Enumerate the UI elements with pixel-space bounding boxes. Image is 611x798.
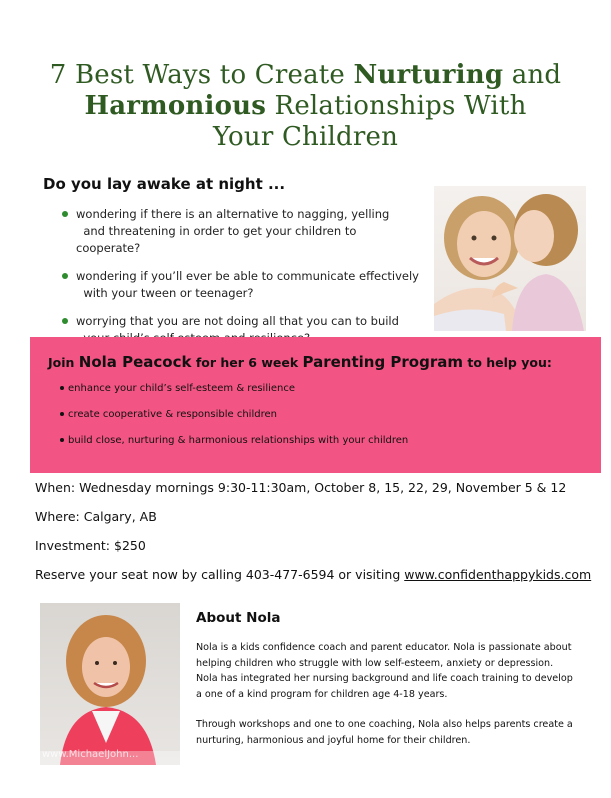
where-line: Where: Calgary, AB bbox=[35, 509, 157, 524]
bullet-dot-icon bbox=[62, 318, 68, 324]
nola-portrait-photo bbox=[40, 603, 180, 765]
page-title: 7 Best Ways to Create Nurturing and Harmonious Relationships With Your Children bbox=[49, 60, 562, 152]
about-title: About Nola bbox=[196, 610, 281, 626]
program-heading: Join Nola Peacock for her 6 week Parenting Program to help you: bbox=[48, 353, 552, 371]
intro-bullet-list bbox=[62, 206, 422, 358]
photo-watermark: www.MichaelJohn... bbox=[42, 749, 139, 760]
website-link[interactable]: www.confidenthappykids.com bbox=[404, 567, 592, 582]
program-benefit-list bbox=[60, 383, 408, 461]
list-item: build close, nurturing & harmonious relationships with your children bbox=[60, 435, 408, 461]
bullet-dot-icon bbox=[60, 412, 64, 416]
list-item: enhance your child’s self-esteem & resilience bbox=[60, 383, 408, 409]
intro-question: Do you lay awake at night ... bbox=[43, 175, 286, 193]
when-line: When: Wednesday mornings 9:30-11:30am, October 8, 15, 22, 29, November 5 & 12 bbox=[35, 480, 567, 495]
list-item: wondering if there is an alternative to nagging, yelling and threatening in order to get your children to cooperate? bbox=[62, 206, 422, 257]
list-item: create cooperative & responsible children bbox=[60, 409, 408, 435]
bullet-dot-icon bbox=[62, 273, 68, 279]
list-item: wondering if you’ll ever be able to communicate effectively with your tween or teenager? bbox=[62, 268, 422, 302]
program-banner bbox=[30, 337, 601, 473]
reserve-line bbox=[35, 567, 591, 582]
investment-line: Investment: $250 bbox=[35, 538, 146, 553]
list-item: worrying that you are not doing all that you can to build bbox=[62, 313, 422, 347]
about-paragraph-1: Nola is a kids confidence coach and parent educator. Nola is passionate about helping children who struggle with low self-esteem, anxiety or depression. Nola has integrated her nursing background and life coach training to develop a one of a kind program for children age 4-18 years. bbox=[196, 642, 573, 700]
bullet-dot-icon bbox=[62, 211, 68, 217]
reserve-text: Reserve your seat now by calling 403-477-6594 or visiting bbox=[35, 567, 405, 582]
mother-daughter-photo bbox=[434, 186, 586, 331]
bullet-dot-icon bbox=[60, 438, 64, 442]
bullet-dot-icon bbox=[60, 386, 64, 390]
about-paragraph-2: Through workshops and one to one coaching, Nola also helps parents create a nurturing, harmonious and joyful home for their children. bbox=[196, 719, 573, 746]
